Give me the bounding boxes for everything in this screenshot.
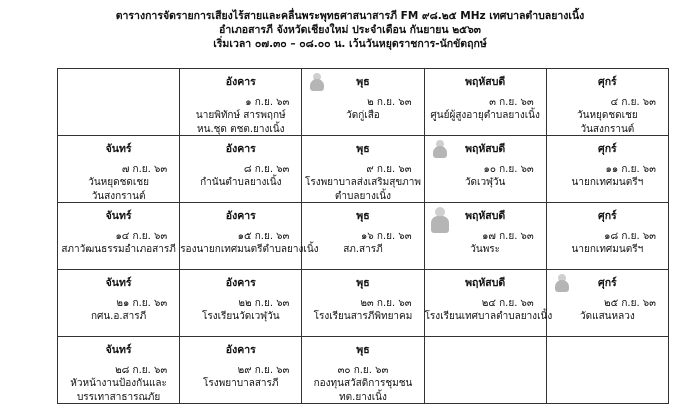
title-line-3: เริ่มเวลา ๐๗.๓๐ – ๐๘.๐๐ น. เว้นวันหยุดราชการ-นักขัตฤกษ์ xyxy=(213,38,487,50)
activity xyxy=(302,377,423,405)
activity-line: สภาวัฒนธรรมอำเภอสารภี xyxy=(61,244,176,255)
day-name: ศุกร์ xyxy=(598,76,617,88)
day-name: อังคาร xyxy=(225,76,256,88)
schedule-cell xyxy=(302,337,424,404)
date-label: ๑๘ ก.ย. ๖๓ xyxy=(604,231,656,242)
schedule-cell xyxy=(424,270,553,337)
week-row xyxy=(58,69,669,136)
day-name: อังคาร xyxy=(225,210,256,222)
week-row xyxy=(58,270,669,337)
date-label: ๒๙ ก.ย. ๖๓ xyxy=(237,365,290,376)
schedule-cell xyxy=(424,203,546,270)
activity-line: นายพิทักษ์ สารพฤกษ์ xyxy=(195,110,286,121)
activity-line: หัวหน้างานป้องกันและ xyxy=(70,378,167,389)
activity-line: หน.ชุด ตชต.ยางเนิ้ง xyxy=(197,124,285,135)
activity xyxy=(547,243,668,257)
schedule-cell xyxy=(546,136,668,203)
date-label: ๑๔ ก.ย. ๖๓ xyxy=(115,231,168,242)
schedule-cell xyxy=(302,69,424,136)
date-label: ๑๕ ก.ย. ๖๓ xyxy=(237,231,290,242)
day-name: พฤหัสบดี xyxy=(465,277,506,289)
day-name: พุธ xyxy=(356,344,370,356)
activity-line: โรงเรียนสารภีพิทยาคม xyxy=(313,311,413,322)
schedule-cell xyxy=(424,69,546,136)
date-label: ๓๐ ก.ย. ๖๓ xyxy=(337,365,389,376)
day-name: อังคาร xyxy=(225,344,256,356)
activity xyxy=(547,310,668,324)
date-label: ๑๑ ก.ย. ๖๓ xyxy=(605,164,656,175)
schedule-cell xyxy=(302,203,424,270)
activity xyxy=(58,176,179,204)
date-label: ๑๖ ก.ย. ๖๓ xyxy=(361,231,412,242)
date-label: ๑๐ ก.ย. ๖๓ xyxy=(483,164,534,175)
day-name: จันทร์ xyxy=(105,344,132,356)
schedule-cell xyxy=(546,69,668,136)
activity-line: ตำบลยางเนิ้ง xyxy=(334,191,392,202)
schedule-cell xyxy=(180,270,302,337)
schedule-cell xyxy=(302,270,424,337)
activity-line: วันสงกรานต์ xyxy=(580,124,635,135)
date-label: ๒๘ ก.ย. ๖๓ xyxy=(115,365,168,376)
activity-line: กองทุนสวัสดิการชุมชน xyxy=(313,378,413,389)
activity-line: นายกเทศมนตรีฯ xyxy=(571,244,644,255)
activity xyxy=(302,310,423,324)
activity xyxy=(425,109,546,123)
activity-line: โรงพยาบาลส่งเสริมสุขภาพ xyxy=(304,177,421,188)
schedule-cell xyxy=(180,203,319,270)
date-label: ๓ ก.ย. ๖๓ xyxy=(489,97,534,108)
activity-line: วัดแสนหลวง xyxy=(580,311,635,322)
activity-line: โรงพยาบาลสารภี xyxy=(203,378,279,389)
title-line-2: อำเภอสารภี จังหวัดเชียงใหม่ ประจำเดือน กันยายน ๒๕๖๓ xyxy=(219,24,481,36)
date-label: ๑ ก.ย. ๖๓ xyxy=(245,97,290,108)
schedule-cell xyxy=(58,270,180,337)
date-label: ๗ ก.ย. ๖๓ xyxy=(121,164,168,175)
day-name: ศุกร์ xyxy=(598,277,617,289)
activity-line: ทต.ยางเนิ้ง xyxy=(339,392,387,403)
schedule-cell xyxy=(302,136,424,203)
activity-line: สภ.สารภี xyxy=(343,244,383,255)
activity-line: วันสงกรานต์ xyxy=(91,191,146,202)
date-label: ๒๕ ก.ย. ๖๓ xyxy=(604,298,656,309)
day-name: พุธ xyxy=(356,76,370,88)
empty-cell xyxy=(424,337,546,404)
date-label: ๒๓ ก.ย. ๖๓ xyxy=(360,298,412,309)
day-name: พุธ xyxy=(356,143,370,155)
day-name: อังคาร xyxy=(225,143,256,155)
activity xyxy=(180,377,301,391)
empty-cell xyxy=(546,337,668,404)
activity-line: ศูนย์ผู้สูงอายุตำบลยางเนิ้ง xyxy=(430,110,540,121)
activity-line: วัดกู่เสือ xyxy=(346,110,380,121)
activity xyxy=(302,243,423,257)
date-label: ๔ ก.ย. ๖๓ xyxy=(610,97,656,108)
activity xyxy=(58,377,179,405)
day-name: ศุกร์ xyxy=(598,143,617,155)
activity xyxy=(547,176,668,190)
day-name: จันทร์ xyxy=(105,277,132,289)
day-name: พุธ xyxy=(356,210,370,222)
week-row xyxy=(58,203,669,270)
day-name: พฤหัสบดี xyxy=(465,143,506,155)
date-label: ๙ ก.ย. ๖๓ xyxy=(366,164,412,175)
schedule-cell xyxy=(180,136,302,203)
activity xyxy=(302,176,423,204)
activity xyxy=(180,310,301,324)
date-label: ๒๔ ก.ย. ๖๓ xyxy=(481,298,534,309)
activity xyxy=(424,310,553,324)
schedule-cell xyxy=(58,337,180,404)
date-label: ๒๒ ก.ย. ๖๓ xyxy=(238,298,290,309)
activity xyxy=(58,243,179,257)
activity-line: บรรเทาสาธารณภัย xyxy=(76,392,161,403)
date-label: ๘ ก.ย. ๖๓ xyxy=(243,164,290,175)
schedule-cell xyxy=(180,69,302,136)
day-name: จันทร์ xyxy=(105,143,132,155)
activity xyxy=(180,109,301,137)
schedule-cell xyxy=(58,136,180,203)
activity xyxy=(425,176,546,190)
activity xyxy=(425,243,546,257)
activity-line: โรงเรียนเทศบาลตำบลยางเนิ้ง xyxy=(424,311,553,322)
schedule-table xyxy=(57,68,669,404)
empty-cell xyxy=(58,69,180,136)
activity-line: กศน.อ.สารภี xyxy=(90,311,147,322)
activity-line: โรงเรียนวัดเวฬุวัน xyxy=(202,311,280,322)
day-name: พฤหัสบดี xyxy=(465,76,506,88)
activity-line: วันหยุดชดเชย xyxy=(577,110,638,121)
activity-line: กำนันตำบลยางเนิ้ง xyxy=(200,177,282,188)
schedule-cell xyxy=(546,270,668,337)
day-name: ศุกร์ xyxy=(598,210,617,222)
activity xyxy=(302,109,423,123)
schedule-cell xyxy=(58,203,180,270)
day-name: จันทร์ xyxy=(105,210,132,222)
date-label: ๒ ก.ย. ๖๓ xyxy=(367,97,412,108)
date-label: ๑๗ ก.ย. ๖๓ xyxy=(482,231,534,242)
day-name: อังคาร xyxy=(225,277,256,289)
schedule-cell xyxy=(546,203,668,270)
day-name: พฤหัสบดี xyxy=(465,210,506,222)
activity xyxy=(180,176,301,190)
activity-line: รองนายกเทศมนตรีตำบลยางเนิ้ง xyxy=(180,244,319,255)
activity-line: วันพระ xyxy=(470,244,501,255)
date-label: ๒๑ ก.ย. ๖๓ xyxy=(116,298,168,309)
activity-line: นายกเทศมนตรีฯ xyxy=(571,177,644,188)
week-row xyxy=(58,337,669,404)
schedule-cell xyxy=(424,136,546,203)
document-header xyxy=(0,0,700,51)
activity-line: วันหยุดชดเชย xyxy=(88,177,149,188)
title-line-1: ตารางการจัดรายการเสียงไร้สายและคลื่นพระพุทธศาสนาสารภี FM ๙๘.๒๕ MHz เทศบาลตำบลยางเนิ้ง xyxy=(115,10,585,22)
activity xyxy=(180,243,319,257)
activity xyxy=(58,310,179,324)
week-row xyxy=(58,136,669,203)
activity xyxy=(547,109,668,137)
schedule-cell xyxy=(180,337,302,404)
activity-line: วัดเวฬุวัน xyxy=(464,177,506,188)
day-name: พุธ xyxy=(356,277,370,289)
